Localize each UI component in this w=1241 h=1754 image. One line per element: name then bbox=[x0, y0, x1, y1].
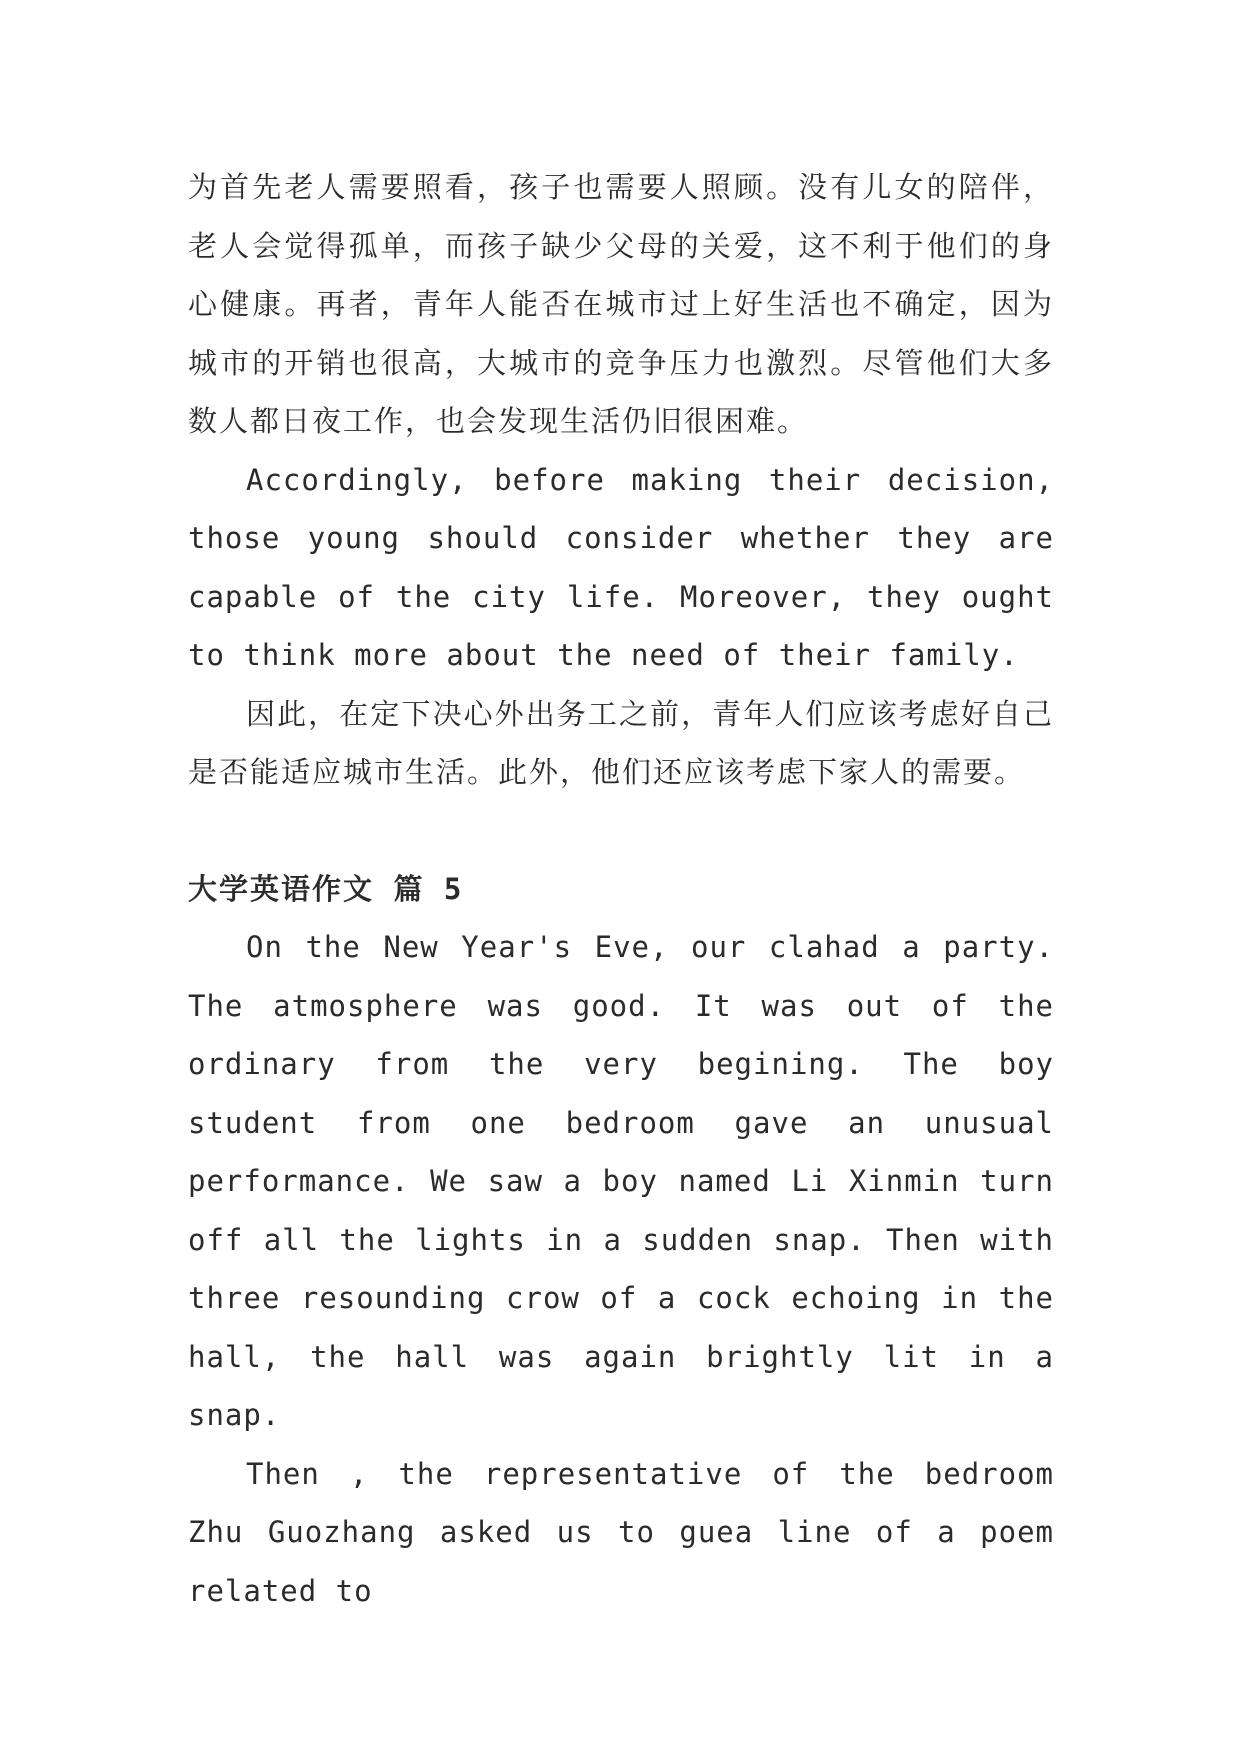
document-page bbox=[188, 158, 1054, 1620]
section-heading: 大学英语作文 篇 5 bbox=[188, 871, 464, 906]
paragraph-chinese-2: 因此，在定下决心外出务工之前，青年人们应该考虑好自己是否能适应城市生活。此外，他们还应该考虑下家人的需要。 bbox=[188, 696, 1054, 789]
paragraph-english-conclusion: Accordingly, before making their decision, those young should consider whether they are capable of the city life. Moreover, they ought to think more about the need of their family. bbox=[188, 462, 1054, 672]
paragraph-chinese-1: 为首先老人需要照看，孩子也需要人照顾。没有儿女的陪伴，老人会觉得孤单，而孩子缺少父母的关爱，这不利于他们的身心健康。再者，青年人能否在城市过上好生活也不确定，因为城市的开销也很高，大城市的竞争压力也激烈。尽管他们大多数人都日夜工作，也会发现生活仍旧很困难。 bbox=[188, 170, 1054, 438]
paragraph-english-2: Then , the representative of the bedroom Zhu Guozhang asked us to guea line of a poem related to bbox=[188, 1456, 1054, 1608]
paragraph-english-1: On the New Year's Eve, our clahad a party. The atmosphere was good. It was out of the ordinary from the very begining. The boy student from one bedroom gave an unusual performance. We saw a boy named Li Xinmin turn off all the lights in a sudden snap. Then with three resounding crow of a cock echoing in the hall, the hall was again brightly lit in a snap. bbox=[188, 930, 1054, 1432]
